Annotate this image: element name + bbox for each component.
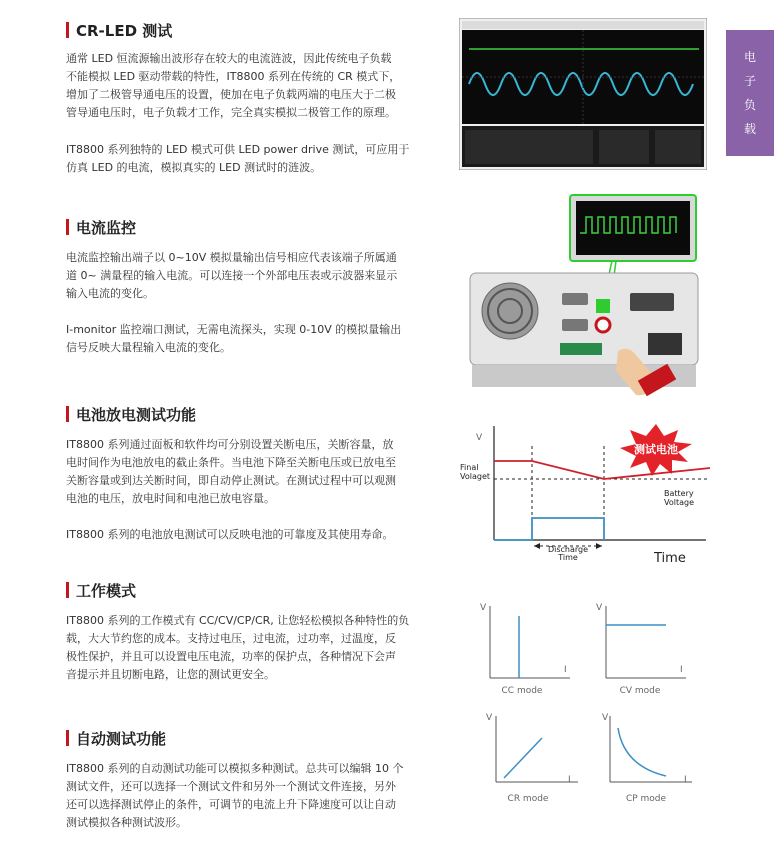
cc-mode-label: CC mode xyxy=(501,686,543,696)
line: 电时间作为电池放电的截止条件。当电池下降至关断电压或已放电至 xyxy=(66,456,396,469)
battery-voltage-label: Battery xyxy=(664,489,694,498)
line: 信号反映大量程输入电流的变化。 xyxy=(66,341,231,354)
section-title-text: 电池放电测试功能 xyxy=(76,405,197,424)
section-title-current-monitor xyxy=(66,217,136,237)
battery-discharge-diagram xyxy=(460,418,710,574)
cv-mode-label: CV mode xyxy=(619,686,661,696)
line: 还可以选择测试停止的条件，可调节的电流上升下降速度可以让自动 xyxy=(66,798,396,811)
line: IT8800 系列的电池放电测试可以反映电池的可靠度及其使用寿命。 xyxy=(66,528,394,541)
line: 管导通电压时，电子负载才工作，完全真实模拟二极管工作的原理。 xyxy=(66,106,396,119)
v-axis-label: V xyxy=(476,433,483,443)
current-curve xyxy=(494,518,604,540)
oscilloscope-screenshot xyxy=(459,18,707,170)
title-bar xyxy=(66,730,69,746)
cp-curve xyxy=(618,728,666,776)
line: 关断容量或到达关断时间，即自动停止测试。在测试过程中可以观测 xyxy=(66,474,396,487)
line: 电池的电压，放电时间和电池已放电容量。 xyxy=(66,492,275,505)
title-bar xyxy=(66,219,69,235)
test-battery-badge: 测试电池 xyxy=(634,443,678,456)
time-axis-label: Time xyxy=(654,551,686,566)
line: 极性保护，并且可以设置电压电流，功率的保护点，各种情况下会声 xyxy=(66,650,396,663)
side-tab-char: 子 xyxy=(743,74,756,88)
title-bar xyxy=(66,22,69,38)
paragraph xyxy=(66,141,426,177)
i-axis-label: I xyxy=(564,665,567,675)
paragraph xyxy=(66,436,426,508)
line: 测试模拟各种测试波形。 xyxy=(66,816,187,829)
title-bar xyxy=(66,582,69,598)
side-tab-char: 载 xyxy=(743,122,756,136)
v-axis-label: V xyxy=(486,713,493,723)
paragraph xyxy=(66,50,426,122)
discharge-time-label: Discharge xyxy=(547,545,589,554)
voltage-curve xyxy=(494,461,710,479)
line: IT8800 系列的自动测试功能可以模拟多种测试。总共可以编辑 10 个 xyxy=(66,762,404,775)
cr-mode-graph xyxy=(482,710,582,806)
i-axis-label: I xyxy=(684,775,687,785)
line: IT8800 系列通过面板和软件均可分别设置关断电压，关断容量，放 xyxy=(66,438,394,451)
paragraph xyxy=(66,249,426,303)
cc-mode-graph xyxy=(474,600,574,696)
line: 输入电流的变化。 xyxy=(66,287,154,300)
side-tab-char: 负 xyxy=(743,98,756,112)
line: 电流监控输出端子以 0~10V 模拟量输出信号相应代表该端子所属通 xyxy=(66,251,397,264)
line: IT8800 系列的工作模式有 CC/CV/CP/CR, 让您轻松模拟各种特性的负 xyxy=(66,614,410,627)
paragraph xyxy=(66,612,426,684)
paragraph xyxy=(66,526,426,544)
section-title-text: 电流监控 xyxy=(76,218,137,237)
line: IT8800 系列独特的 LED 模式可供 LED power drive 测试，可应用于 xyxy=(66,143,410,156)
line: I-monitor 监控端口测试，无需电流探头，实现 0-10V 的模拟量输出 xyxy=(66,323,402,336)
paragraph xyxy=(66,321,426,357)
line: 载，大大节约您的成本。支持过电压，过电流，过功率，过温度，反 xyxy=(66,632,396,645)
side-tab-char: 电 xyxy=(743,50,756,64)
side-tab-electronic-load xyxy=(726,30,774,156)
i-axis-label: I xyxy=(680,665,683,675)
discharge-time-label: Time xyxy=(558,553,578,562)
line: 不能模拟 LED 驱动带载的特性，IT8800 系列在传统的 CR 模式下， xyxy=(66,70,401,83)
final-voltage-label: Final xyxy=(460,463,479,472)
cp-mode-graph xyxy=(596,710,696,806)
cr-mode-label: CR mode xyxy=(507,794,549,804)
v-axis-label: V xyxy=(596,603,603,613)
final-voltage-label: Volaget xyxy=(460,472,491,481)
section-title-cr-led xyxy=(66,20,172,40)
title-bar xyxy=(66,406,69,422)
cv-mode-graph xyxy=(590,600,690,696)
section-title-auto-test xyxy=(66,728,166,748)
section-title-text: 工作模式 xyxy=(76,581,137,600)
section-title-text: CR-LED 测试 xyxy=(76,21,173,40)
v-axis-label: V xyxy=(602,713,609,723)
paragraph xyxy=(66,760,426,832)
line: 音提示并且切断电路，让您的测试更安全。 xyxy=(66,668,275,681)
battery-voltage-label: Voltage xyxy=(664,498,695,507)
instrument-rear-panel xyxy=(462,193,706,401)
cp-mode-label: CP mode xyxy=(625,794,667,804)
section-title-battery-discharge xyxy=(66,404,196,424)
line: 仿真 LED 的电流，模拟真实的 LED 测试时的涟波。 xyxy=(66,161,322,174)
line: 增加了二极管导通电压的设置，使加在电子负载两端的电压大于二极 xyxy=(66,88,396,101)
cr-curve xyxy=(504,738,542,778)
line: 通常 LED 恒流源输出波形存在较大的电流涟波，因此传统电子负载 xyxy=(66,52,392,65)
v-axis-label: V xyxy=(480,603,487,613)
section-title-working-modes xyxy=(66,580,136,600)
i-axis-label: I xyxy=(568,775,571,785)
line: 道 0~ 满量程的输入电流。可以连接一个外部电压表或示波器来显示 xyxy=(66,269,398,282)
line: 测试文件，还可以选择一个测试文件和另外一个测试文件连接，另外 xyxy=(66,780,396,793)
section-title-text: 自动测试功能 xyxy=(76,729,167,748)
